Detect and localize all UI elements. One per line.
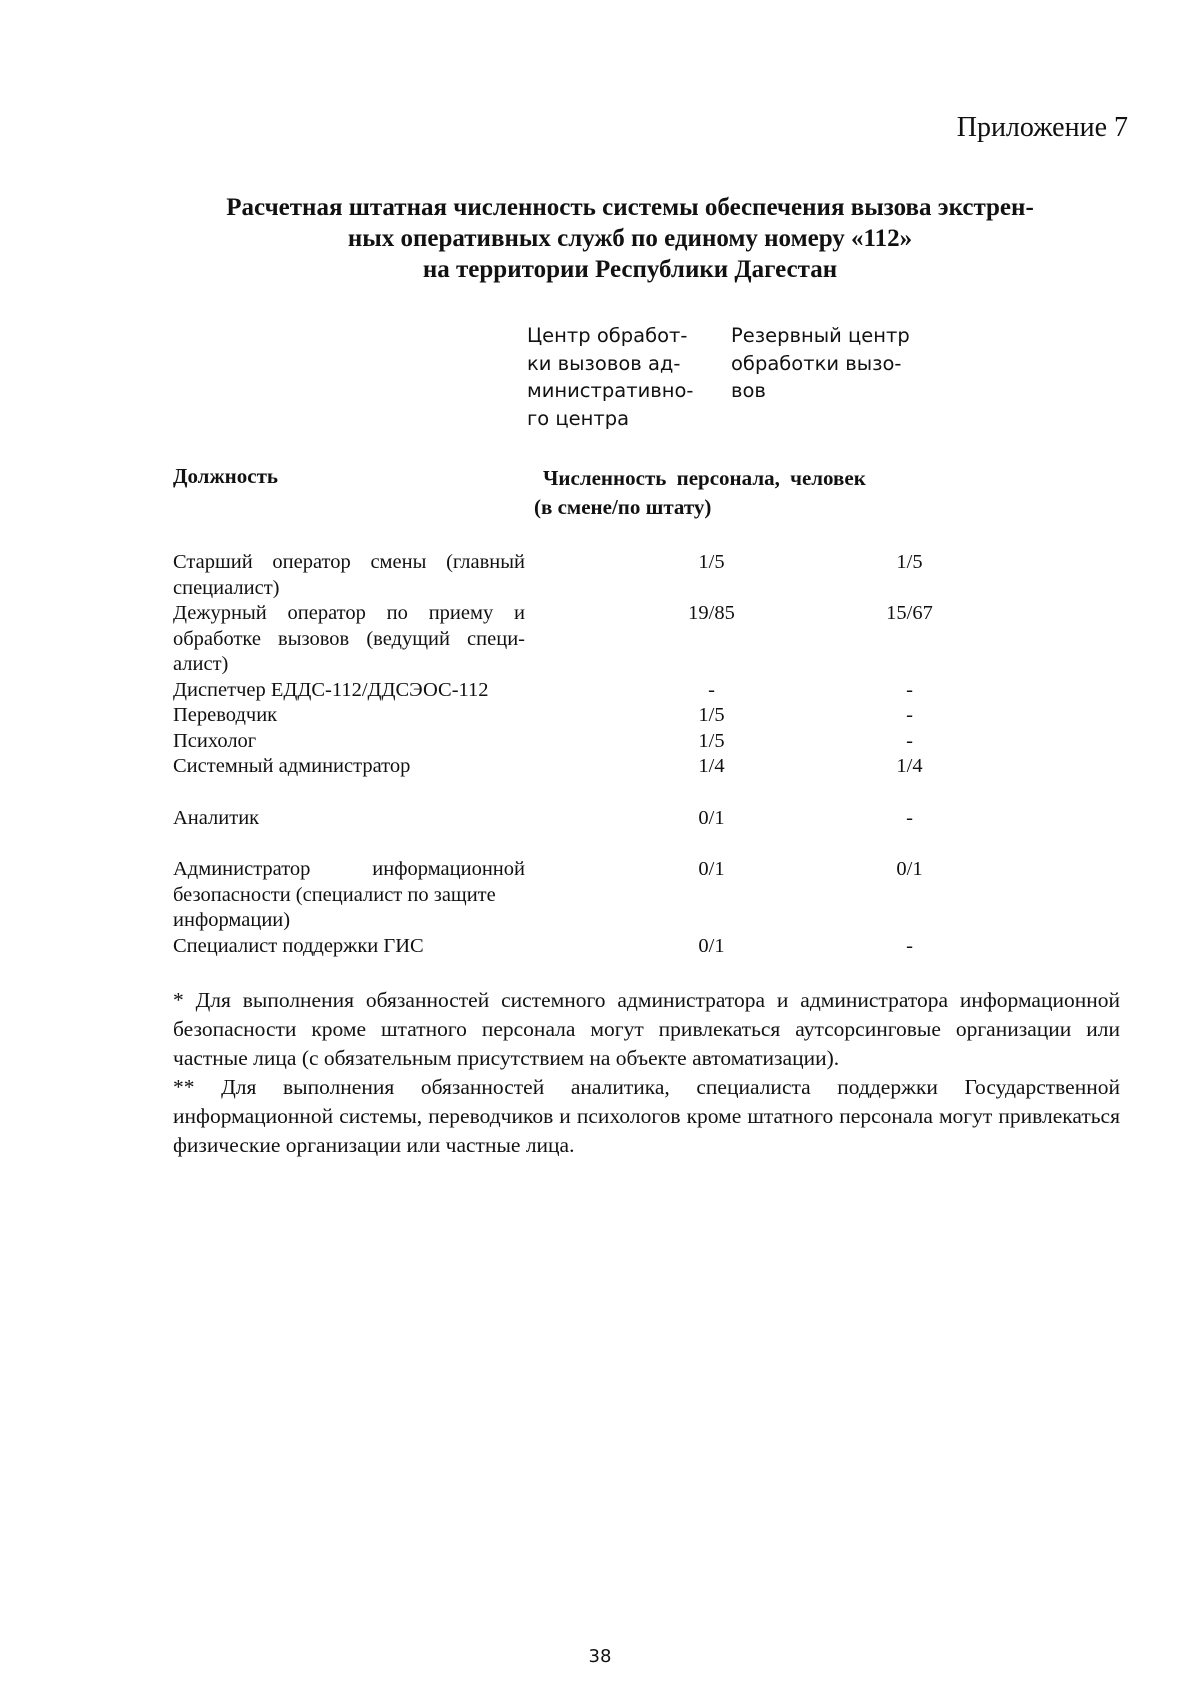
center-count: 19/85	[688, 602, 735, 624]
position-name: Системный администратор	[173, 755, 411, 777]
reserve-count: -	[906, 934, 913, 957]
center-count: 1/4	[698, 755, 725, 777]
column-header-center	[527, 322, 693, 432]
center-count: 0/1	[698, 858, 725, 880]
center-count: 1/5	[698, 729, 725, 752]
position-column-header: Должность	[173, 464, 279, 488]
position-name: Аналитик	[173, 806, 260, 829]
reserve-count: 0/1	[896, 858, 923, 880]
center-count: 1/5	[698, 551, 725, 573]
table-row	[173, 857, 953, 934]
reserve-count: -	[906, 729, 913, 752]
column-header-center-line: го центра	[527, 406, 630, 430]
title-line-1: Расчетная штатная численность системы обеспечения вызова экстрен-	[226, 194, 1034, 221]
appendix-label: Приложение 7	[956, 112, 1128, 143]
count-column-header	[534, 464, 943, 522]
reserve-count: 1/4	[896, 755, 923, 777]
position-name: Диспетчер ЕДДС-112/ДДСЭОС-112	[173, 678, 489, 701]
position-name: Психолог	[173, 729, 257, 752]
center-count: 1/5	[698, 704, 725, 726]
position-name-first-line	[173, 857, 525, 883]
position-name-word: Администратор	[173, 858, 311, 880]
position-name-rest: безопасности (специалист по защите информации)	[173, 883, 496, 931]
column-header-reserve-line: обработки вызо-	[731, 351, 902, 375]
table-row	[173, 754, 953, 780]
table-row	[173, 729, 953, 755]
position-name: Дежурный оператор по приему и обработке вызовов (ведущий специ-алист)	[173, 602, 525, 675]
column-header-reserve	[731, 322, 910, 405]
position-name-word: информационной	[372, 858, 525, 880]
position-name	[173, 857, 525, 934]
table-row	[173, 601, 953, 678]
table-row	[173, 703, 953, 729]
center-count: -	[708, 678, 715, 701]
page-number: 38	[588, 1646, 612, 1667]
reserve-count: -	[906, 678, 913, 701]
column-header-center-line: ки вызовов ад-	[527, 351, 681, 375]
table-row	[173, 678, 953, 704]
center-count: 0/1	[698, 806, 725, 829]
footnote-1: * Для выполнения обязанностей системного администратора и администратора информационной безопасности кроме штатного персонала могут привлекаться аутсорсинговые организации или частные лица (с обязательным присутствием на объекте автоматизации).	[173, 988, 1120, 1070]
title-line-3: на территории Республики Дагестан	[422, 256, 838, 283]
footnotes	[173, 986, 1120, 1160]
reserve-count: 1/5	[896, 551, 923, 573]
staff-table	[173, 550, 953, 959]
table-row	[173, 806, 953, 832]
footnote-2: ** Для выполнения обязанностей аналитика, специалиста поддержки Государственной информационной системы, переводчиков и психологов кроме штатного персонала могут привлекаться физические организации или частные лица.	[173, 1075, 1120, 1157]
reserve-count: 15/67	[886, 602, 933, 624]
count-header-line-1: Численность персонала, человек	[543, 466, 866, 490]
table-row	[173, 550, 953, 601]
position-name: Переводчик	[173, 704, 278, 726]
position-name: Специалист поддержки ГИС	[173, 934, 424, 957]
column-header-reserve-line: вов	[731, 379, 766, 402]
count-header-line-2: (в смене/по штату)	[534, 495, 712, 519]
table-row	[173, 934, 953, 960]
column-header-reserve-line: Резервный центр	[731, 324, 910, 347]
column-header-center-line: министративно-	[527, 379, 694, 402]
reserve-count: -	[906, 806, 913, 829]
column-header-center-line: Центр обработ-	[527, 324, 688, 347]
position-name: Старший оператор смены (главный специалист)	[173, 551, 525, 599]
document-title	[150, 192, 1110, 285]
reserve-count: -	[906, 704, 913, 726]
title-line-2: ных оперативных служб по единому номеру «112»	[347, 225, 913, 252]
center-count: 0/1	[698, 934, 725, 957]
